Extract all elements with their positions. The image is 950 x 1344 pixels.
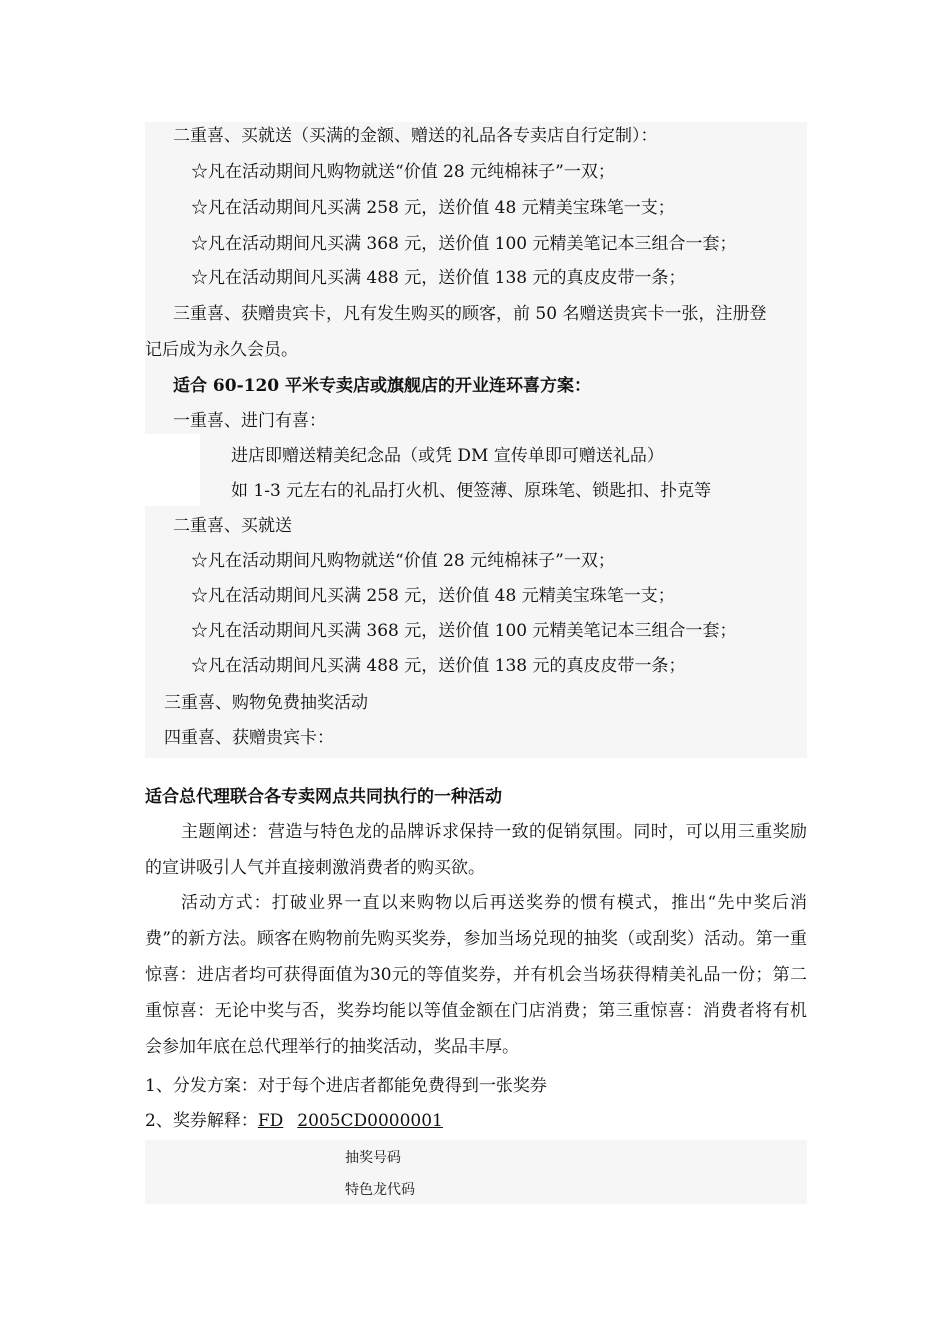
text-line: ☆凡在活动期间凡购物就送“价值 28 元纯棉袜子”一双；	[191, 162, 615, 182]
text-line: 记后成为永久会员。	[145, 340, 298, 360]
annotation-label: 特色龙代码	[345, 1182, 415, 1198]
annotation-label: 抽奖号码	[345, 1150, 401, 1166]
text-line: ☆凡在活动期间凡买满 488 元，送价值 138 元的真皮皮带一条；	[191, 656, 686, 676]
paragraph-theme: 主题阐述：营造与特色龙的品牌诉求保持一致的促销氛围。同时，可以用三重奖励的宣讲吸引人气并直接刺激消费者的购买欲。	[145, 822, 807, 878]
text-line: ☆凡在活动期间凡买满 368 元，送价值 100 元精美笔记本三组合一套；	[191, 621, 737, 641]
list-item: 1、分发方案：对于每个进店者都能免费得到一张奖券	[145, 1076, 547, 1096]
ticket-code-prefix: FD	[257, 1111, 284, 1131]
section-heading: 适合总代理联合各专卖网点共同执行的一种活动	[145, 787, 502, 807]
text-line: 二重喜、买就送（买满的金额、赠送的礼品各专卖店自行定制）：	[173, 126, 658, 146]
text-line: 二重喜、买就送	[173, 516, 292, 536]
text-line: ☆凡在活动期间凡买满 258 元，送价值 48 元精美宝珠笔一支；	[191, 586, 675, 606]
text-line: 三重喜、购物免费抽奖活动	[164, 693, 368, 713]
section-heading: 适合 60-120 平米专卖店或旗舰店的开业连环喜方案：	[173, 376, 592, 396]
ticket-code-number: 2005CD0000001	[297, 1111, 443, 1131]
text-line: ☆凡在活动期间凡买满 368 元，送价值 100 元精美笔记本三组合一套；	[191, 234, 737, 254]
highlight-block-bottom	[145, 1140, 807, 1204]
text-line: ☆凡在活动期间凡买满 488 元，送价值 138 元的真皮皮带一条；	[191, 268, 686, 288]
text-line: ☆凡在活动期间凡买满 258 元，送价值 48 元精美宝珠笔一支；	[191, 198, 675, 218]
text-line: ☆凡在活动期间凡购物就送“价值 28 元纯棉袜子”一双；	[191, 551, 615, 571]
text-line: 四重喜、获赠贵宾卡：	[164, 728, 334, 748]
list-item	[145, 1111, 443, 1131]
text-line: 进店即赠送精美纪念品（或凭 DM 宣传单即可赠送礼品）	[231, 446, 664, 466]
list-item-prefix: 2、奖券解释：	[145, 1111, 258, 1131]
text-line: 如 1-3 元左右的礼品打火机、便签薄、原珠笔、锁匙扣、扑克等	[231, 481, 712, 501]
text-line: 三重喜、获赠贵宾卡，凡有发生购买的顾客，前 50 名赠送贵宾卡一张，注册登	[173, 304, 767, 324]
paragraph-method: 活动方式：打破业界一直以来购物以后再送奖券的惯有模式，推出“先中奖后消费”的新方法。顾客在购物前先购买奖券，参加当场兑现的抽奖（或刮奖）活动。第一重惊喜：进店者均可获得面值为30元的等值奖券，并有机会当场获得精美礼品一份；第二重惊喜：无论中奖与否，奖券均能以等值金额在门店消费；第三重惊喜：消费者将有机会参加年底在总代理举行的抽奖活动，奖品丰厚。	[145, 893, 807, 1057]
text-line: 一重喜、进门有喜：	[173, 411, 326, 431]
